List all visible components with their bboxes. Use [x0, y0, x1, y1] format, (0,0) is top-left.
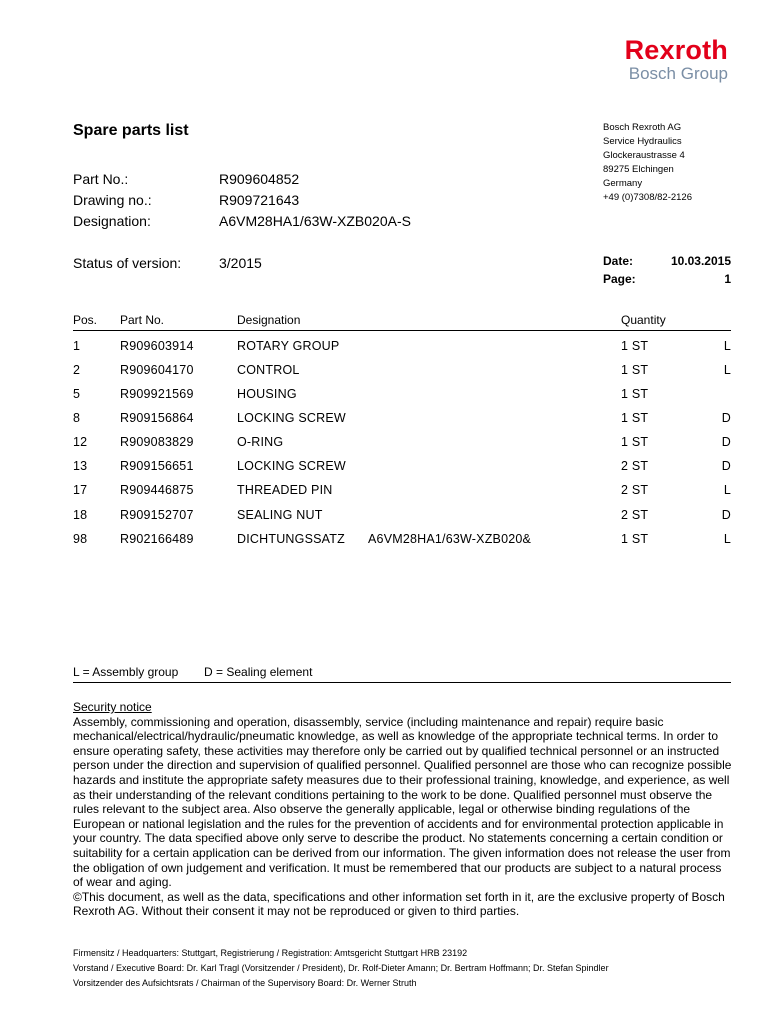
cell-part-no: R909156651	[120, 459, 194, 473]
company-line: Bosch Rexroth AG	[603, 122, 682, 133]
company-line: Service Hydraulics	[603, 136, 682, 147]
cell-pos: 1	[73, 339, 81, 353]
cell-designation: ROTARY GROUP	[237, 339, 340, 353]
cell-extra: A6VM28HA1/63W-XZB020&	[368, 532, 532, 546]
cell-pos: 17	[73, 483, 88, 497]
cell-designation: SEALING NUT	[237, 508, 323, 522]
footer-line: Vorstand / Executive Board: Dr. Karl Tragl (Vorsitzender / President), Dr. Rolf-Dieter Amann; Dr. Bertram Hoffmann; Dr. Stefan Spindler	[73, 963, 609, 973]
part-no-label: Part No.:	[73, 171, 129, 187]
cell-part-no: R902166489	[120, 532, 194, 546]
cell-quantity: 1 ST	[621, 387, 649, 401]
cell-part-no: R909156864	[120, 411, 194, 425]
cell-pos: 5	[73, 387, 81, 401]
cell-designation: THREADED PIN	[237, 483, 333, 497]
footer	[73, 946, 609, 991]
page-label: Page:	[603, 272, 636, 286]
designation-label: Designation:	[73, 213, 151, 229]
company-line: +49 (0)7308/82-2126	[603, 192, 693, 203]
company-address	[603, 121, 692, 205]
cell-pos: 98	[73, 532, 88, 546]
date-label: Date:	[603, 254, 634, 268]
status-value: 3/2015	[219, 255, 262, 271]
cell-pos: 8	[73, 411, 81, 425]
cell-quantity: 2 ST	[621, 483, 649, 497]
legend-assembly: L = Assembly group	[73, 665, 179, 679]
cell-part-no: R909921569	[120, 387, 194, 401]
legend	[73, 665, 731, 683]
cell-designation: DICHTUNGSSATZ	[237, 532, 345, 546]
cell-pos: 18	[73, 508, 88, 522]
header-part-no: Part No.	[120, 313, 165, 327]
copyright-text: ©This document, as well as the data, specifications and other information set forth in it, are the exclusive property of Bosch Rexroth AG. Without their consent it may not be reproduced or given to third parties.	[73, 889, 725, 919]
security-notice	[73, 700, 733, 919]
status-label: Status of version:	[73, 255, 182, 271]
logo-brand: Rexroth	[624, 35, 728, 65]
header-quantity: Quantity	[621, 313, 666, 327]
parts-table-header	[73, 313, 731, 331]
cell-code: L	[723, 363, 731, 377]
cell-code: D	[721, 435, 731, 449]
cell-quantity: 1 ST	[621, 411, 649, 425]
cell-part-no: R909603914	[120, 339, 194, 353]
cell-quantity: 2 ST	[621, 508, 649, 522]
cell-quantity: 1 ST	[621, 435, 649, 449]
cell-part-no: R909604170	[120, 363, 194, 377]
company-logo	[625, 36, 728, 84]
cell-designation: LOCKING SCREW	[237, 411, 346, 425]
cell-part-no: R909446875	[120, 483, 194, 497]
cell-pos: 2	[73, 363, 81, 377]
table-row	[73, 339, 731, 357]
cell-designation: HOUSING	[237, 387, 297, 401]
company-line: 89275 Elchingen	[603, 164, 674, 175]
company-line: Glockeraustrasse 4	[603, 150, 685, 161]
company-line: Germany	[603, 178, 643, 189]
part-no-value: R909604852	[219, 171, 300, 187]
date-value: 10.03.2015	[670, 254, 731, 268]
footer-line: Vorsitzender des Aufsichtsrats / Chairman of the Supervisory Board: Dr. Werner Struth	[73, 978, 417, 988]
header-designation: Designation	[237, 313, 301, 327]
security-title: Security notice	[73, 700, 152, 714]
designation-value: A6VM28HA1/63W-XZB020A-S	[219, 213, 411, 229]
cell-code: L	[723, 532, 731, 546]
cell-code: L	[723, 483, 731, 497]
cell-quantity: 1 ST	[621, 363, 649, 377]
table-row	[73, 483, 731, 501]
cell-code: D	[721, 459, 731, 473]
cell-code: D	[721, 508, 731, 522]
cell-code: D	[721, 411, 731, 425]
footer-line: Firmensitz / Headquarters: Stuttgart, Registrierung / Registration: Amtsgericht Stuttgart HRB 23192	[73, 948, 468, 958]
cell-quantity: 1 ST	[621, 532, 649, 546]
table-row	[73, 459, 731, 477]
drawing-no-label: Drawing no.:	[73, 192, 152, 208]
cell-code: L	[723, 339, 731, 353]
cell-pos: 13	[73, 459, 88, 473]
cell-quantity: 2 ST	[621, 459, 649, 473]
page-value: 1	[724, 272, 731, 286]
table-row	[73, 435, 731, 453]
cell-designation: O-RING	[237, 435, 284, 449]
drawing-no-value: R909721643	[219, 192, 300, 208]
table-row	[73, 508, 731, 526]
table-row	[73, 387, 731, 405]
cell-quantity: 1 ST	[621, 339, 649, 353]
table-row	[73, 532, 731, 550]
logo-sub: Bosch Group	[628, 64, 728, 83]
cell-pos: 12	[73, 435, 88, 449]
cell-part-no: R909152707	[120, 508, 194, 522]
cell-part-no: R909083829	[120, 435, 194, 449]
header-pos: Pos.	[73, 313, 98, 327]
legend-sealing: D = Sealing element	[204, 665, 313, 679]
cell-designation: LOCKING SCREW	[237, 459, 346, 473]
cell-designation: CONTROL	[237, 363, 300, 377]
page-title: Spare parts list	[73, 122, 189, 139]
table-row	[73, 411, 731, 429]
table-row	[73, 363, 731, 381]
security-body: Assembly, commissioning and operation, disassembly, service (including maintenance and repair) require basic mechanical/electrical/hydraulic/pneumatic knowledge, as well as knowledge of the appropriate technical terms. In order to ensure operating safety, these activities may therefore only be carried out by qualified technical personnel or an instructed person under the direction and supervision of qualified personnel. Qualified personnel are those who can recognize possible hazards and institute the appropriate safety measures due to their professional training, knowledge, and experience, as well as their understanding of the relevant conditions pertaining to the work to be done. Qualified personnel must observe the rules relevant to the subject area. Also observe the generally applicable, legal or otherwise binding regulations of the European or national legislation and the rules for the prevention of accidents and for environmental protection applicable in your country. The data specified above only serve to describe the product. No statements concerning a certain condition or suitability for a certain application can be derived from our information. The given information does not release the user from the obligation of own judgement and verification. It must be remembered that our products are subject to a natural process of wear and aging.	[73, 714, 732, 890]
